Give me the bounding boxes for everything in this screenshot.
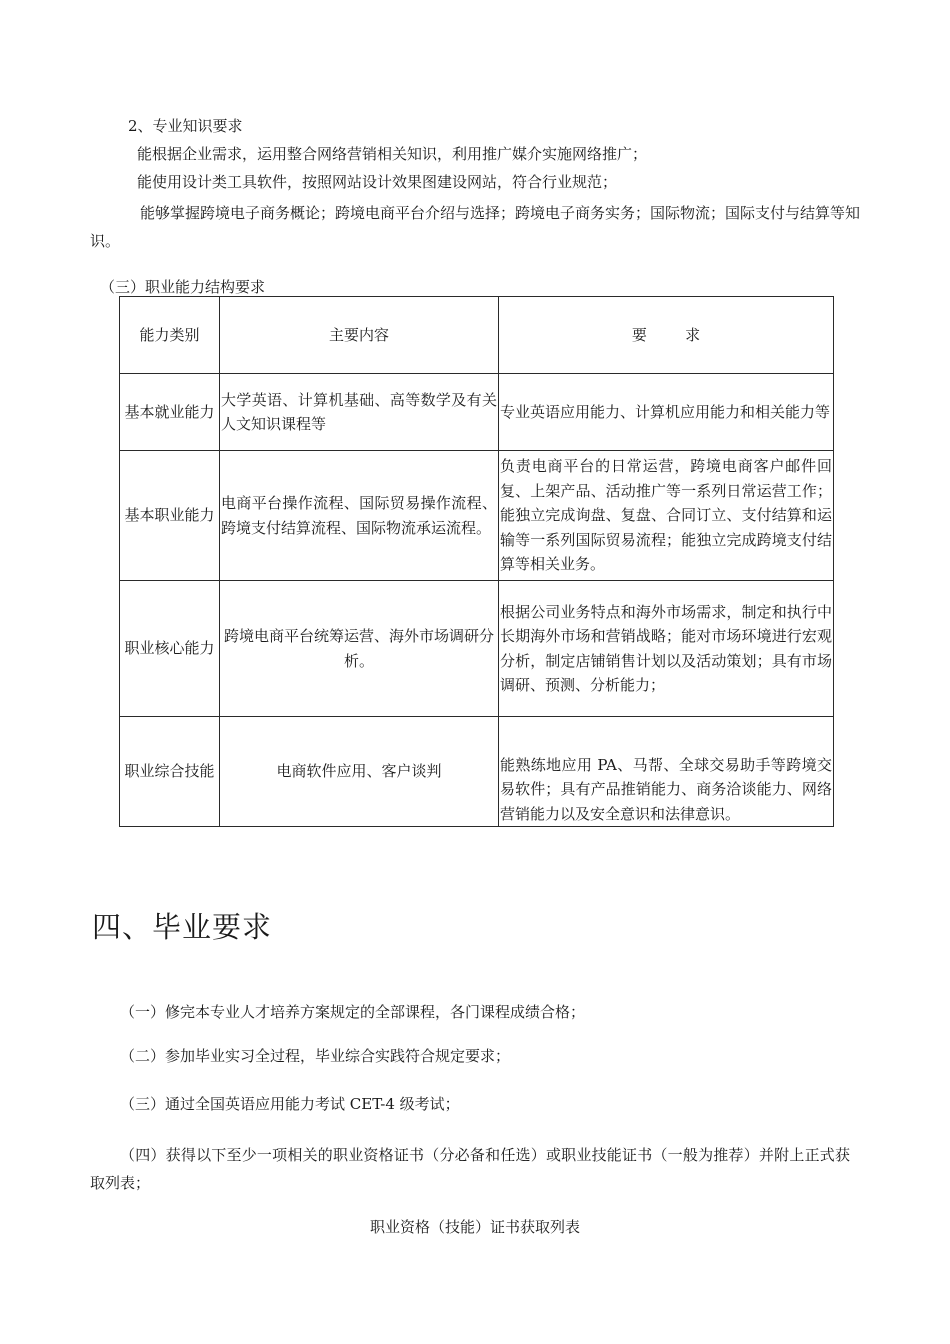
row-content: 大学英语、计算机基础、高等数学及有关人文知识课程等 (220, 374, 499, 451)
table-row (120, 374, 834, 451)
graduation-item: （四）获得以下至少一项相关的职业资格证书（分必备和任选）或职业技能证书（一般为推荐）并附上正式获取列表； (90, 1146, 850, 1192)
table-row (120, 451, 834, 581)
row-content: 电商软件应用、客户谈判 (220, 717, 499, 827)
row-requirement: 专业英语应用能力、计算机应用能力和相关能力等 (499, 374, 834, 451)
row-category: 职业综合技能 (120, 717, 220, 827)
ability-section-title: （三）职业能力结构要求 (100, 278, 266, 296)
table-header-row (120, 297, 834, 374)
row-content: 跨境电商平台统筹运营、海外市场调研分析。 (220, 581, 499, 717)
header-requirement: 要 求 (499, 297, 834, 374)
row-requirement: 负责电商平台的日常运营，跨境电商客户邮件回复、上架产品、活动推广等一系列日常运营工作；能独立完成询盘、复盘、合同订立、支付结算和运输等一系列国际贸易流程；能独立完成跨境支付结算等相关业务。 (499, 451, 834, 581)
graduation-item: （三）通过全国英语应用能力考试 CET-4 级考试； (120, 1095, 460, 1113)
row-category: 职业核心能力 (120, 581, 220, 717)
row-category: 基本职业能力 (120, 451, 220, 581)
header-category: 能力类别 (120, 297, 220, 374)
ability-structure-table (119, 296, 834, 827)
row-requirement: 根据公司业务特点和海外市场需求，制定和执行中长期海外市场和营销战略；能对市场环境进行宏观分析，制定店铺销售计划以及活动策划；具有市场调研、预测、分析能力； (499, 581, 834, 717)
knowledge-item: 能根据企业需求，运用整合网络营销相关知识，利用推广媒介实施网络推广； (137, 145, 648, 163)
row-category: 基本就业能力 (120, 374, 220, 451)
graduation-item: （一）修完本专业人才培养方案规定的全部课程，各门课程成绩合格； (120, 1003, 586, 1021)
table-row (120, 717, 834, 827)
graduation-item: （二）参加毕业实习全过程，毕业综合实践符合规定要求； (120, 1047, 511, 1065)
knowledge-item: 能使用设计类工具软件，按照网站设计效果图建设网站，符合行业规范； (137, 173, 618, 191)
knowledge-subtitle: 2、专业知识要求 (128, 117, 243, 135)
knowledge-item: 能够掌握跨境电子商务概论；跨境电商平台介绍与选择；跨境电子商务实务；国际物流；国际支付与结算等知识。 (90, 204, 861, 250)
table-row (120, 581, 834, 717)
row-requirement: 能熟练地应用 PA、马帮、全球交易助手等跨境交易软件；具有产品推销能力、商务洽谈能力、网络营销能力以及安全意识和法律意识。 (499, 717, 834, 827)
row-content: 电商平台操作流程、国际贸易操作流程、跨境支付结算流程、国际物流承运流程。 (220, 451, 499, 581)
certificate-table-caption: 职业资格（技能）证书获取列表 (369, 1218, 580, 1236)
header-content: 主要内容 (220, 297, 499, 374)
graduation-heading: 四、毕业要求 (92, 910, 273, 944)
